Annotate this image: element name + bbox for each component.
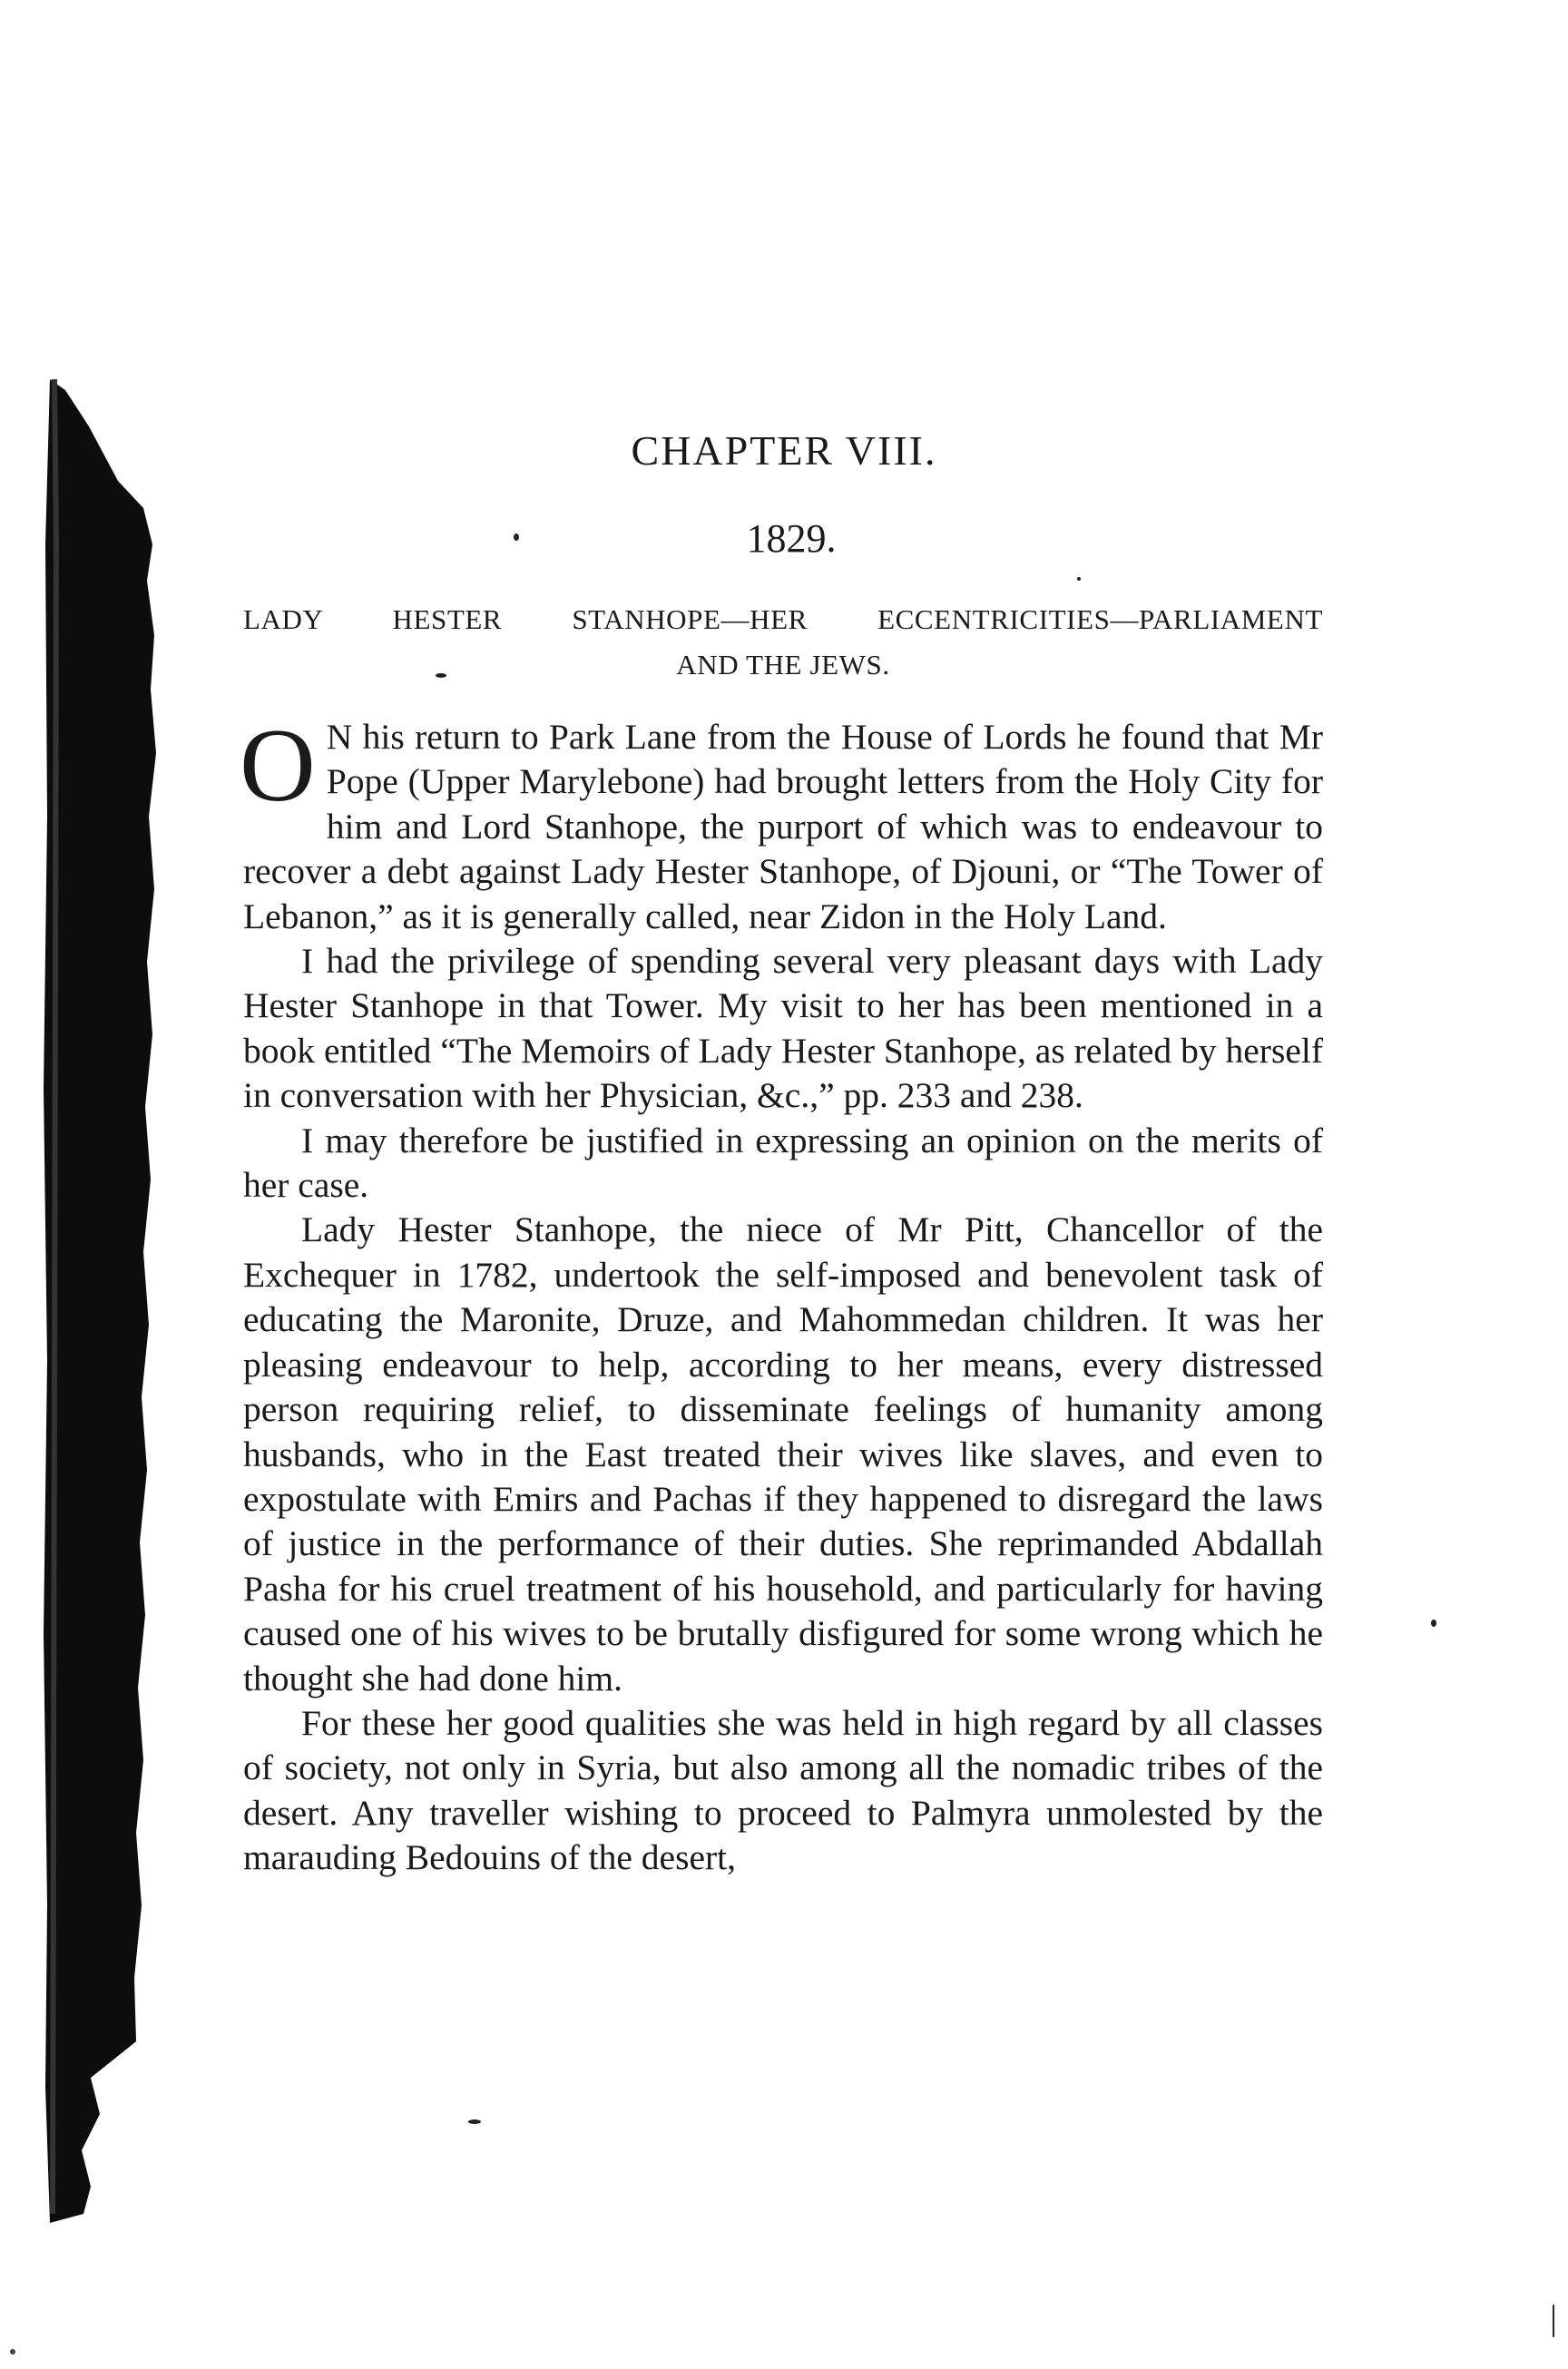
- paragraph: I may therefore be justified in expressing an opinion on the merits of her case.: [243, 1120, 1323, 1206]
- scan-speck: [1431, 1620, 1436, 1627]
- scanned-binding-shadow: [0, 0, 181, 2369]
- synopsis-line: LADY HESTER STANHOPE—HER ECCENTRICITIES—PARLIAMENT: [243, 603, 1323, 635]
- paragraph-text: N his return to Park Lane from the House of Lords he found that Mr Pope (Upper Marylebone) had brought letters from the Holy City for him and Lord Stanhope, the purport of which was to endeavour to recover a debt against Lady Hester Stanhope, of Djouni, or “The Tower of Lebanon,” as it is generally called, near Zidon in the Holy Land.: [243, 717, 1323, 936]
- chapter-synopsis: [243, 597, 1323, 688]
- chapter-heading: CHAPTER VIII.: [631, 427, 937, 474]
- paragraph: I had the privilege of spending several very pleasant days with Lady Hester Stanhope in that Tower. My visit to her has been mentioned in a book entitled “The Memoirs of Lady Hester Stanhope, as related by herself in conversation with her Physician, &c.,” pp. 233 and 238.: [243, 941, 1323, 1116]
- scan-speck: [514, 534, 519, 541]
- paragraph: For these her good qualities she was held in high regard by all classes of society, not only in Syria, but also among all the nomadic tribes of the desert. Any traveller wishing to proceed to Palmyra unmolested by the marauding Bedouins of the desert,: [243, 1702, 1323, 1878]
- synopsis-line: AND THE JEWS.: [676, 649, 890, 680]
- scan-speck: [468, 2119, 481, 2124]
- chapter-year: 1829.: [746, 516, 837, 561]
- drop-cap: O: [240, 708, 316, 824]
- paragraph: Lady Hester Stanhope, the niece of Mr Pitt, Chancellor of the Exchequer in 1782, undertook the self-imposed and benevolent task of educating the Maronite, Druze, and Mahommedan children. It was her pleasing endeavour to help, according to her means, every distressed person requiring relief, to disseminate feelings of humanity among husbands, who in the East treated their wives like slaves, and even to expostulate with Emirs and Pachas if they happened to disregard the laws of justice in the performance of their duties. She reprimanded Abdallah Pasha for his cruel treatment of his household, and particularly for having caused one of his wives to be brutally disfigured for some wrong which he thought she had done him.: [243, 1209, 1323, 1698]
- scan-speck: [436, 673, 446, 678]
- scan-speck: [1553, 2305, 1554, 2337]
- paragraph: [240, 708, 1323, 939]
- chapter-body: [240, 708, 1323, 1881]
- scan-speck: [1077, 577, 1081, 581]
